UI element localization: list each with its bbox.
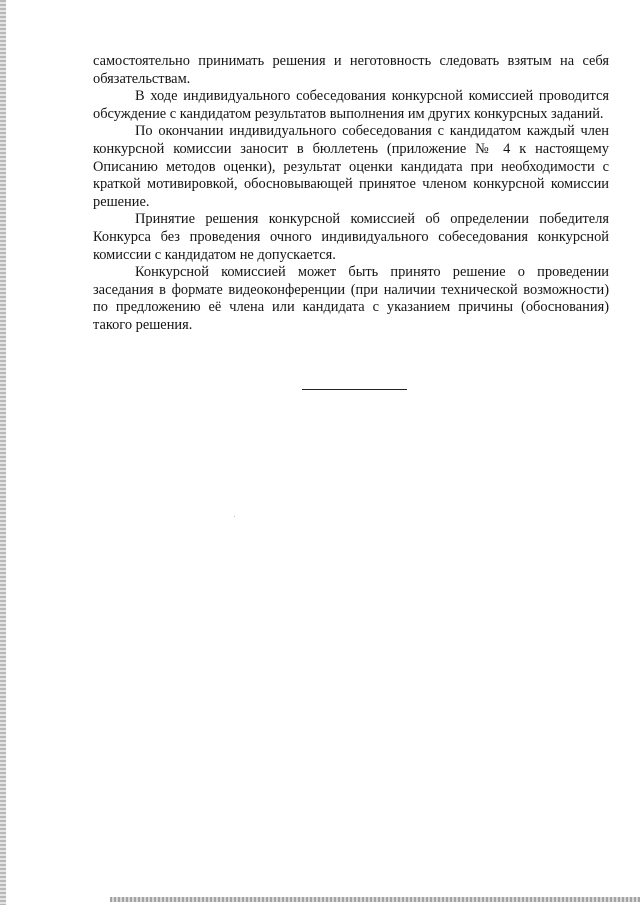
paragraph-ballot: По окончании индивидуального собеседования с кандидатом каждый член конкурсной комиссии заносит в бюллетень (приложение № 4 к настоящему Описанию методов оценки), результат оценки кандидата при необходимости с краткой мотивировкой, обосновывающей принятое членом конкурсной комиссии решение. (93, 123, 609, 210)
paragraph-continuation: самостоятельно принимать решения и неготовность следовать взятым на себя обязательствам. (93, 53, 609, 87)
end-of-text-rule (302, 389, 407, 390)
paragraph-interview-discussion: В ходе индивидуального собеседования конкурсной комиссией проводится обсуждение с кандидатом результатов выполнения им других конкурсных заданий. (93, 88, 609, 122)
scan-bottom-edge (110, 897, 640, 902)
paragraph-videoconference: Конкурсной комиссией может быть принято решение о проведении заседания в формате видеоконференции (при наличии технической возможности) по предложению её члена или кандидата с указанием причины (обоснования) такого решения. (93, 264, 609, 333)
document-body (93, 53, 609, 335)
scan-speck (234, 516, 235, 517)
scan-left-edge (0, 0, 6, 905)
paragraph-winner-decision: Принятие решения конкурсной комиссией об определении победителя Конкурса без проведения очного индивидуального собеседования конкурсной комиссии с кандидатом не допускается. (93, 211, 609, 263)
